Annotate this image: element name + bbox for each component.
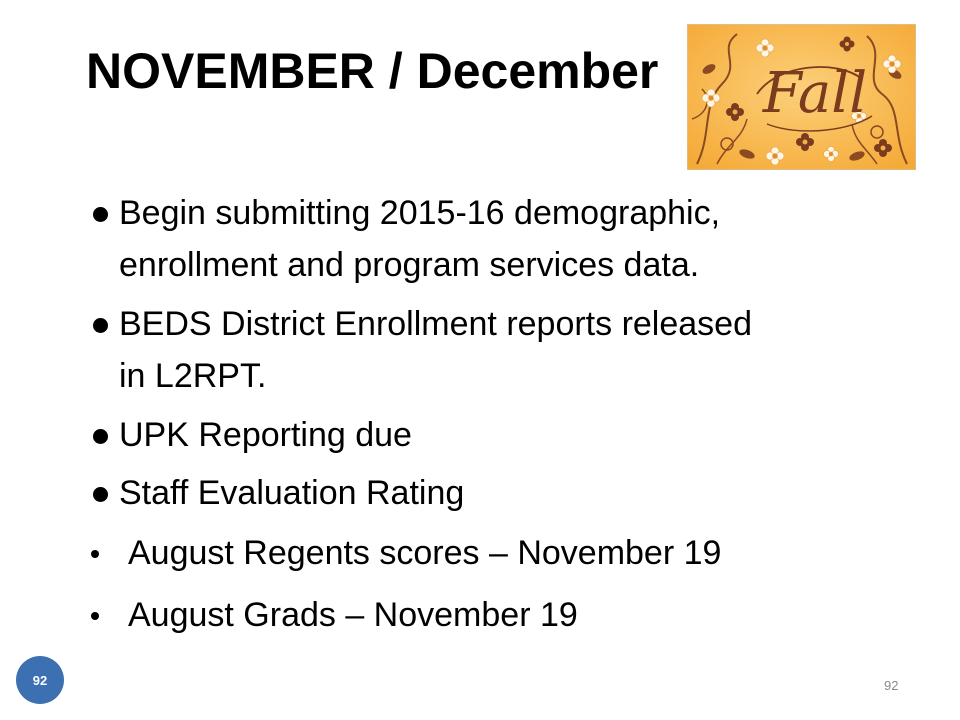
bullet-dot	[93, 318, 108, 333]
bullet-text: enrollment and program services data.	[119, 246, 700, 284]
bullet-text: Staff Evaluation Rating	[119, 474, 465, 512]
bullet-text: Begin submitting 2015-16 demographic,	[119, 194, 721, 232]
bullet-text: in L2RPT.	[119, 357, 267, 395]
bullet-text: UPK Reporting due	[119, 416, 412, 454]
bullet-dot	[91, 612, 99, 620]
bullet-dot	[93, 487, 108, 502]
bullet-text: August Regents scores – November 19	[128, 534, 722, 572]
page-number: 92	[884, 678, 899, 693]
bullet-text: BEDS District Enrollment reports released	[119, 305, 753, 343]
bullet-dot	[91, 550, 99, 558]
fall-word: Fall	[762, 61, 868, 126]
bullet-text: August Grads – November 19	[128, 596, 578, 634]
slide-title: NOVEMBER / December	[86, 43, 659, 99]
bullet-dot	[93, 429, 108, 444]
bullet-dot	[93, 207, 108, 222]
slide-number-badge: 92	[16, 656, 64, 704]
